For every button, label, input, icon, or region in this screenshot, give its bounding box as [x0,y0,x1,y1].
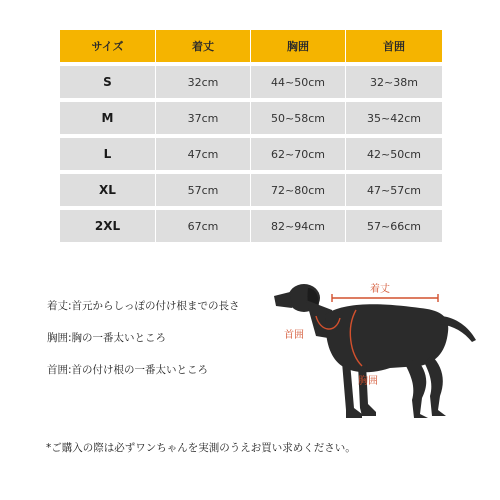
chest-cell: 82~94cm [251,210,346,242]
neck-cell: 42~50cm [346,138,442,170]
size-cell: XL [60,174,156,206]
header-neck: 首囲 [346,30,442,62]
chest-cell: 50~58cm [251,102,346,134]
header-size: サイズ [60,30,156,62]
dog-label-length: 着丈 [370,284,390,295]
legend-neck: 首囲:首の付け根の一番太いところ [47,364,209,376]
length-cell: 47cm [156,138,251,170]
size-chart-table [60,30,442,242]
neck-cell: 47~57cm [346,174,442,206]
legend-length: 着丈:首元からしっぽの付け根までの長さ [47,300,240,312]
size-cell: S [60,66,156,98]
chest-cell: 62~70cm [251,138,346,170]
length-cell: 57cm [156,174,251,206]
length-cell: 37cm [156,102,251,134]
dog-measurement-diagram [270,270,480,420]
size-cell: M [60,102,156,134]
chest-cell: 44~50cm [251,66,346,98]
header-length: 着丈 [156,30,251,62]
length-cell: 32cm [156,66,251,98]
dog-label-chest: 胸囲 [358,376,378,387]
chest-cell: 72~80cm [251,174,346,206]
size-cell: 2XL [60,210,156,242]
dog-label-neck: 首囲 [284,330,304,341]
legend-chest: 胸囲:胸の一番太いところ [47,332,167,344]
neck-cell: 35~42cm [346,102,442,134]
length-cell: 67cm [156,210,251,242]
neck-cell: 32~38m [346,66,442,98]
header-chest: 胸囲 [251,30,346,62]
size-cell: L [60,138,156,170]
purchase-note: *ご購入の際は必ずワンちゃんを実測のうえお買い求めください。 [46,442,356,454]
neck-cell: 57~66cm [346,210,442,242]
